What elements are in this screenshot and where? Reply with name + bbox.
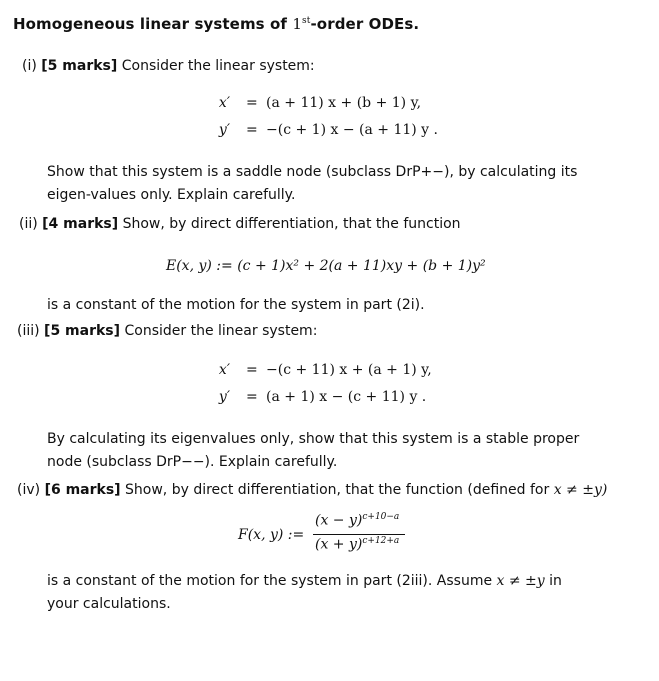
part-marks: [5 marks] (44, 323, 121, 339)
part-text: Consider the linear system: (124, 323, 318, 339)
system-1-eq-1: = (246, 95, 258, 111)
system-1-lhs-1: x′ (218, 95, 230, 111)
part-i-heading (22, 58, 315, 74)
system-2-lhs-2: y′ (218, 389, 230, 405)
f-function-denominator: $(x + y)^{c+12+a}$ (315, 536, 400, 553)
part-label: (ii) (19, 216, 38, 232)
system-1-eq-2: = (246, 122, 258, 138)
system-2-rhs-2: (a + 1) x − (c + 11) y . (266, 389, 427, 405)
system-2 (0, 362, 659, 412)
fraction-bar (313, 534, 405, 535)
part-ii-heading (19, 216, 461, 232)
part-label: (iv) (17, 482, 41, 498)
part-iii-heading (17, 323, 317, 339)
page-title: Homogeneous linear systems of 1st-order ODEs. (13, 15, 420, 33)
system-1-rhs-1: (a + 11) x + (b + 1) y, (266, 95, 422, 111)
f-function (0, 512, 659, 560)
system-2-lhs-1: x′ (218, 362, 230, 378)
part-marks: [6 marks] (44, 482, 121, 498)
part-marks: [5 marks] (41, 58, 118, 74)
part-i-paragraph: Show that this system is a saddle node (subclass DrP+−), by calculating its eigen-values only. Explain carefully. (47, 164, 578, 203)
part-text: Consider the linear system: (121, 58, 315, 74)
part-label: (i) (22, 58, 37, 74)
part-text: Show, by direct differentiation, that the function (defined for (125, 482, 550, 498)
system-1 (0, 95, 659, 145)
f-function-numerator: $(x - y)^{c+10-a}$ (315, 512, 400, 529)
part-marks: [4 marks] (42, 216, 119, 232)
system-2-rhs-1: −(c + 11) x + (a + 1) y, (266, 362, 432, 378)
part-text: Show, by direct differentiation, that the function (122, 216, 461, 232)
part-label: (iii) (17, 323, 40, 339)
system-2-eq-2: = (246, 389, 258, 405)
system-1-lhs-2: y′ (218, 122, 230, 138)
f-function-lhs: F(x, y) := (238, 527, 305, 543)
part-iv-heading (17, 482, 607, 498)
part-iv-condition: x ≠ ±y) (553, 482, 608, 498)
system-2-eq-1: = (246, 362, 258, 378)
part-iii-paragraph: By calculating its eigenvalues only, show that this system is a stable proper node (subclass DrP−−). Explain carefully. (47, 431, 580, 470)
system-1-rhs-2: −(c + 1) x − (a + 11) y . (266, 122, 438, 138)
part-ii-paragraph: is a constant of the motion for the system in part (2i). (47, 297, 425, 313)
part-iv-paragraph: is a constant of the motion for the system in part (2iii). Assume x ≠ ±y in your calculations. (47, 573, 562, 612)
energy-function: E(x, y) := (c + 1)x² + 2(a + 11)xy + (b + 1)y² (166, 258, 486, 274)
